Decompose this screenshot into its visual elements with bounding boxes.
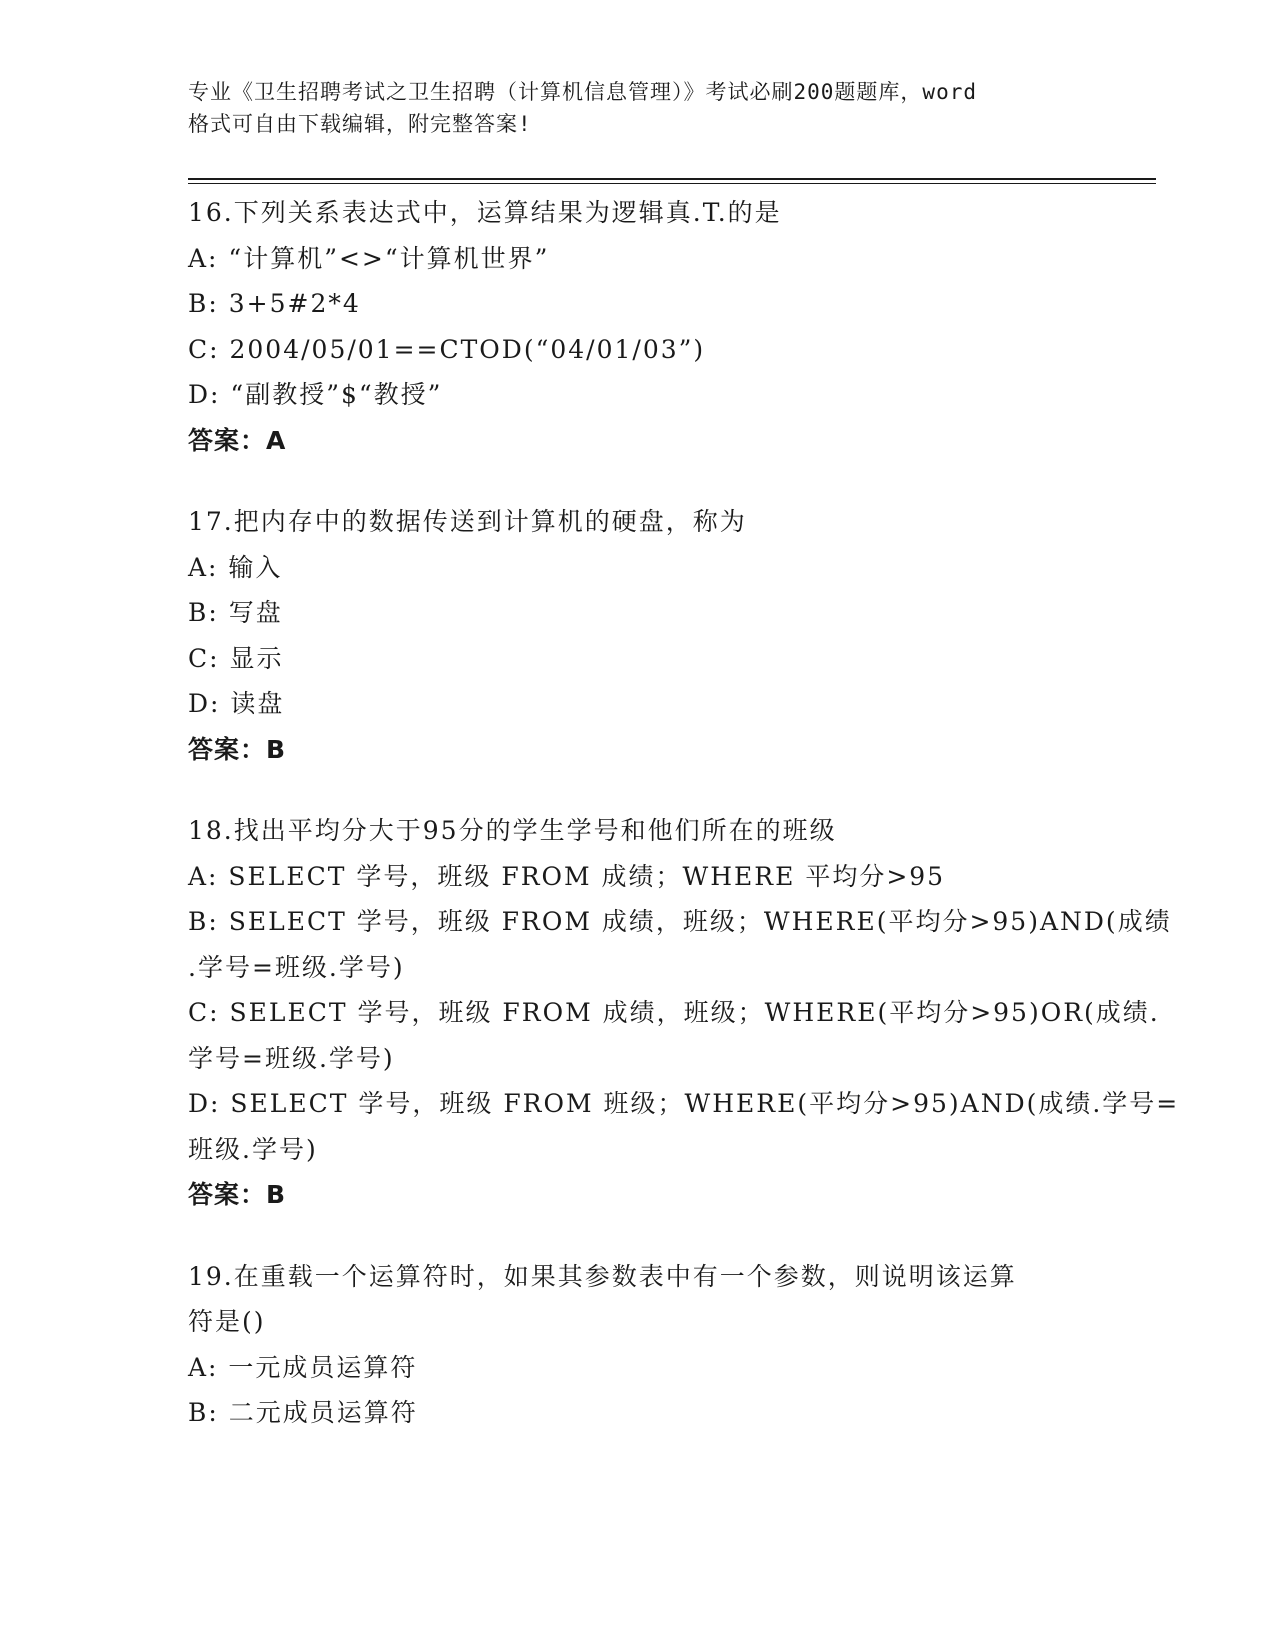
option-d: D: 读盘 [188, 689, 285, 718]
answer-line: 答案：B [188, 734, 287, 764]
option-b: B: 二元成员运算符 [188, 1398, 418, 1427]
header-line-1: 专业《卫生招聘考试之卫生招聘（计算机信息管理）》考试必刷200题题库，word [188, 80, 977, 104]
option-b: B: 3+5#2*4 [188, 289, 361, 318]
question-stem: 17.把内存中的数据传送到计算机的硬盘，称为 [188, 507, 747, 536]
option-d: D: SELECT 学号，班级 FROM 班级；WHERE(平均分>95)AND(成绩.学号= [188, 1089, 1180, 1118]
question-stem: 19.在重载一个运算符时，如果其参数表中有一个参数，则说明该运算 [188, 1261, 1017, 1291]
option-d: D: “副教授”$“教授” [188, 380, 443, 409]
option-c: C: SELECT 学号，班级 FROM 成绩，班级；WHERE(平均分>95)OR(成绩. [188, 998, 1160, 1027]
option-a: A: SELECT 学号，班级 FROM 成绩；WHERE 平均分>95 [188, 861, 946, 891]
document-header [188, 76, 1088, 140]
option-d-continued: 班级.学号) [188, 1134, 318, 1164]
question-stem-continued: 符是() [188, 1307, 266, 1336]
option-c-continued: 学号=班级.学号) [188, 1043, 395, 1073]
question-18 [188, 808, 1180, 1218]
option-b: B: SELECT 学号，班级 FROM 成绩，班级；WHERE(平均分>95)AND(成绩 [188, 907, 1172, 936]
answer-line: 答案：A [188, 425, 287, 455]
question-stem: 16.下列关系表达式中，运算结果为逻辑真.T.的是 [188, 198, 782, 227]
option-c: C: 显示 [188, 643, 284, 673]
answer-line: 答案：B [188, 1180, 287, 1209]
question-stem: 18.找出平均分大于95分的学生学号和他们所在的班级 [188, 816, 837, 845]
header-divider-thick [188, 178, 1156, 180]
question-19 [188, 1254, 1088, 1436]
header-line-2: 格式可自由下载编辑，附完整答案! [188, 112, 532, 136]
question-17 [188, 499, 1088, 772]
option-a: A: “计算机”<>“计算机世界” [188, 243, 550, 273]
option-b: B: 写盘 [188, 598, 283, 627]
question-16 [188, 190, 1088, 463]
option-a: A: 一元成员运算符 [188, 1352, 418, 1382]
header-divider-thin [188, 183, 1156, 184]
option-a: A: 输入 [188, 552, 283, 582]
option-b-continued: .学号=班级.学号) [188, 952, 405, 982]
question-list [188, 190, 1180, 1472]
option-c: C: 2004/05/01==CTOD(“04/01/03”) [188, 334, 706, 364]
